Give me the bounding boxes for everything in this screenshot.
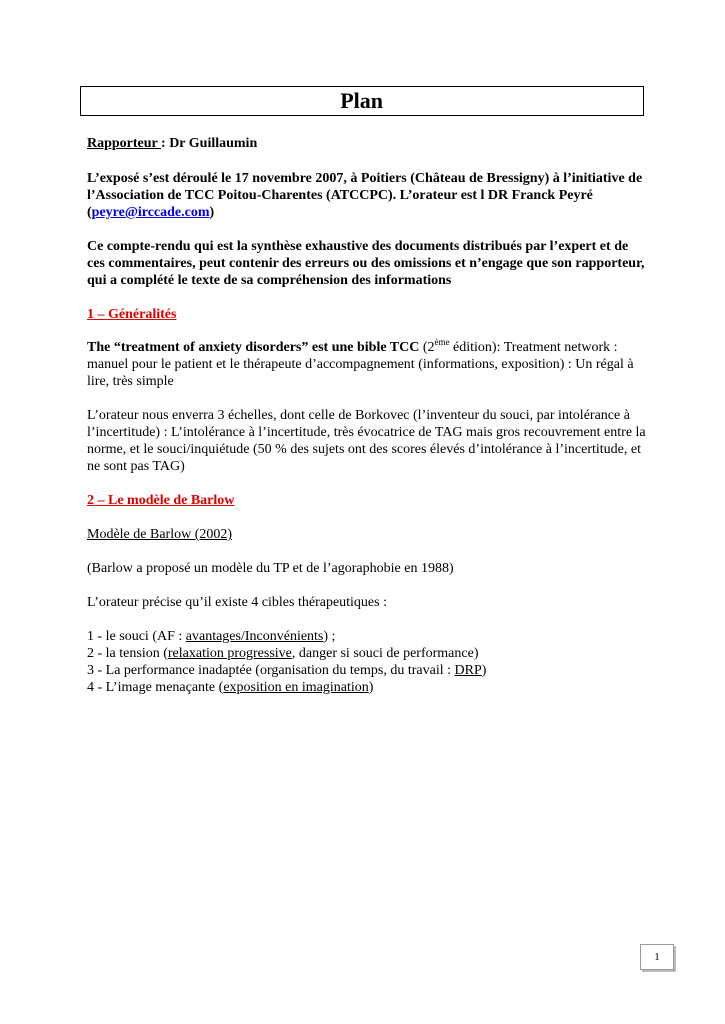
targets-intro: L’orateur précise qu’il existe 4 cibles thérapeutiques : xyxy=(87,595,387,610)
target-underlined: DRP xyxy=(454,663,482,678)
book-title: The “treatment of anxiety disorders” est une bible TCC xyxy=(87,340,420,355)
book-description: édition): Treatment network : manuel pour le patient et le thérapeute d’accompagnement (informations, exposition) : Un régal à lire, très simple xyxy=(87,340,634,389)
rapporteur-value: : Dr Guillaumin xyxy=(161,136,258,151)
edition-superscript: ème xyxy=(434,337,450,347)
model-subheading: Modèle de Barlow (2002) xyxy=(87,527,233,542)
target-text: 4 - L’image menaçante ( xyxy=(87,680,224,695)
email-link[interactable]: peyre@irccade.com xyxy=(91,205,210,220)
target-item xyxy=(87,645,647,662)
scales-paragraph: L’orateur nous enverra 3 échelles, dont celle de Borkovec (l’inventeur du souci, par intolérance à l’incertitude) : L’intolérance à l’incertitude, très évocatrice de TAG mais gros recouvrement entre la norme, et le souci/inquiétude (50 % des sujets ont des scores élevés d’intolérance à l’incertitude, et ne sont pas TAG) xyxy=(87,408,646,474)
book-edition: (2 xyxy=(419,340,435,355)
book-paragraph xyxy=(87,339,647,390)
title-box xyxy=(80,86,644,116)
rapporteur-line xyxy=(87,135,647,152)
section-1-heading: 1 – Généralités xyxy=(87,307,177,322)
intro-paragraph xyxy=(87,170,647,221)
target-item xyxy=(87,628,647,645)
target-item xyxy=(87,662,647,679)
target-underlined: exposition en imagination xyxy=(223,680,369,695)
target-underlined: relaxation progressive xyxy=(167,646,292,661)
target-text-end: ) xyxy=(368,680,374,695)
target-text-end: ) ; xyxy=(323,629,336,644)
section-2-heading: 2 – Le modèle de Barlow xyxy=(87,493,235,508)
disclaimer-paragraph: Ce compte-rendu qui est la synthèse exhaustive des documents distribués par l’expert et de ces commentaires, peut contenir des erreurs ou des omissions et n’engage que son rapporteur, qui a complété le texte de sa compréhension des informations xyxy=(87,239,645,288)
target-underlined: avantages/Inconvénients xyxy=(185,629,324,644)
target-text: 1 - le souci (AF : xyxy=(87,629,186,644)
page-number-box xyxy=(640,944,674,970)
target-item xyxy=(87,679,647,696)
target-text-end: , danger si souci de performance) xyxy=(291,646,479,661)
target-text: 3 - La performance inadaptée (organisation du temps, du travail : xyxy=(87,663,455,678)
target-text-end: ) xyxy=(481,663,487,678)
rapporteur-label: Rapporteur xyxy=(87,136,162,151)
targets-list xyxy=(87,628,647,696)
page-number: 1 xyxy=(654,951,660,963)
intro-close: ) xyxy=(209,205,215,220)
document-body xyxy=(87,135,647,696)
barlow-note: (Barlow a proposé un modèle du TP et de l’agoraphobie en 1988) xyxy=(87,561,454,576)
intro-text: L’exposé s’est déroulé le 17 novembre 2007, à Poitiers (Château de Bressigny) à l’initiative de l’Association de TCC Poitou-Charentes (ATCCPC). L’orateur est l DR Franck Peyré ( xyxy=(87,171,643,220)
page-title: Plan xyxy=(340,88,383,113)
target-text: 2 - la tension ( xyxy=(87,646,168,661)
